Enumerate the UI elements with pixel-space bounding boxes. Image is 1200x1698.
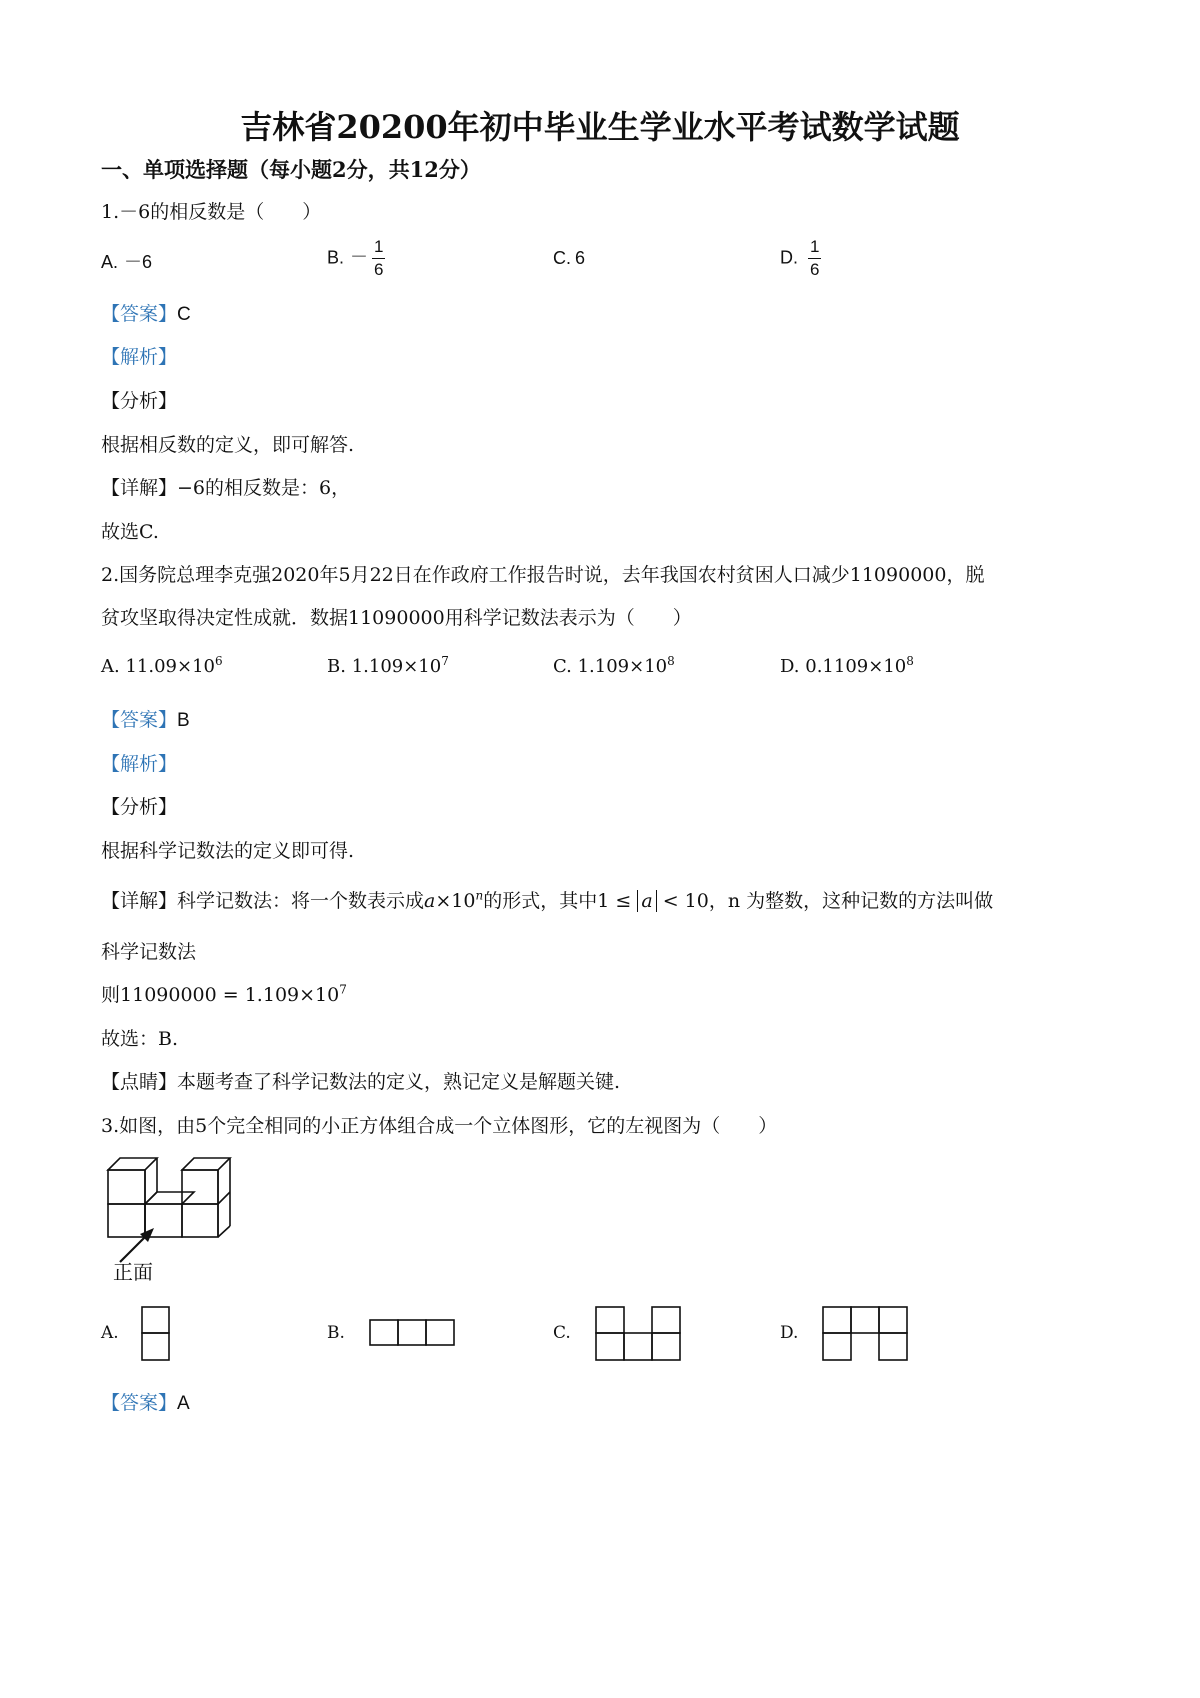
q3-option-c-figure (594, 1305, 684, 1363)
option-letter: D. (780, 656, 800, 677)
q3-answer (101, 1388, 190, 1415)
q1-option-d (780, 238, 821, 279)
answer-label: 【答案】 (101, 303, 178, 325)
option-value: 1.109×10 (351, 656, 442, 677)
option-letter: C. (553, 656, 572, 677)
comment-label: 【点睛】 (101, 1071, 178, 1093)
q1-option-b (327, 238, 385, 279)
detail-label: 【详解】 (101, 890, 178, 912)
q2-stem-line1: 2.国务院总理李克强2020年5月22日在作政府工作报告时说，去年我国农村贫困人口减少11090000，脱 (101, 564, 985, 586)
q1-fenxi-text: 根据相反数的定义，即可解答. (101, 434, 355, 456)
q3-option-c-letter: C. (553, 1323, 571, 1343)
answer-value: B (177, 710, 190, 731)
q2-option-b (327, 654, 449, 677)
option-letter: A. (101, 252, 119, 272)
denominator: 6 (810, 260, 820, 279)
q3-option-a-letter: A. (101, 1323, 119, 1343)
q1-analysis-label: 【解析】 (101, 346, 178, 368)
numerator: 1 (808, 238, 821, 259)
q2-conclusion: 故选：B. (101, 1028, 179, 1050)
q1-stem: 1.－6的相反数是（ ） (101, 201, 322, 223)
q1-answer (101, 299, 191, 326)
detail-label: 【详解】 (101, 477, 178, 499)
denominator: 6 (374, 260, 384, 279)
q2-then (101, 980, 347, 1007)
option-letter: D. (780, 247, 798, 268)
q2-stem-line2: 贫攻坚取得决定性成就．数据11090000用科学记数法表示为（ ） (101, 607, 692, 629)
q2-option-d (780, 654, 914, 677)
then-expr: 11090000 = 1.109×10 (120, 984, 340, 1006)
q1-fenxi-label: 【分析】 (101, 390, 178, 412)
exam-title: 吉林省20200年初中毕业生学业水平考试数学试题 (240, 108, 960, 146)
section-heading: 一、单项选择题（每小题2分，共12分） (101, 157, 481, 182)
fraction (808, 238, 821, 279)
q3-stem: 3.如图，由5个完全相同的小正方体组合成一个立体图形，它的左视图为（ ） (101, 1115, 778, 1137)
exponent: 8 (906, 654, 914, 668)
option-letter: B. (327, 247, 345, 268)
q3-option-d-figure (821, 1305, 911, 1363)
exponent: 8 (667, 654, 675, 668)
abs-a: a (637, 890, 656, 912)
q2-option-a (101, 654, 223, 677)
inequality-left: 1 ≤ (597, 890, 632, 912)
then-prefix: 则 (101, 984, 121, 1006)
option-value: 11.09×10 (125, 656, 215, 677)
answer-label: 【答案】 (101, 1392, 178, 1414)
front-label: 正面 (113, 1262, 153, 1284)
option-value: 6 (575, 248, 586, 268)
detail-text: ，n 为整数，这种记数的方法叫做 (708, 890, 994, 912)
q3-option-b-letter: B. (327, 1323, 345, 1343)
q1-detail (101, 473, 350, 500)
q2-comment (101, 1067, 620, 1094)
answer-label: 【答案】 (101, 709, 178, 731)
detail-text: 的形式，其中 (483, 890, 598, 912)
q2-fenxi-text: 根据科学记数法的定义即可得. (101, 840, 355, 862)
q1-option-a (101, 248, 152, 274)
comment-text: 本题考查了科学记数法的定义，熟记定义是解题关键. (177, 1071, 621, 1093)
var-a: a (424, 890, 436, 912)
q1-conclusion: 故选C. (101, 521, 159, 543)
answer-value: C (177, 304, 191, 325)
exponent: 6 (215, 654, 223, 668)
q2-answer (101, 705, 190, 732)
fraction (372, 238, 385, 279)
q2-detail (101, 886, 993, 913)
detail-text: 科学记数法：将一个数表示成 (177, 890, 425, 912)
times-ten: ×10 (435, 890, 476, 912)
option-sign: － (350, 247, 369, 268)
option-letter: A. (101, 656, 120, 677)
q2-option-c (553, 654, 675, 677)
option-letter: C. (553, 248, 571, 268)
q2-fenxi-label: 【分析】 (101, 796, 178, 818)
option-letter: B. (327, 656, 346, 677)
q2-analysis-label: 【解析】 (101, 753, 178, 775)
exponent: 7 (339, 982, 347, 997)
numerator: 1 (372, 238, 385, 259)
exponent: 7 (441, 654, 449, 668)
q3-option-b-figure (368, 1318, 458, 1348)
q3-option-a-figure (140, 1305, 172, 1363)
var-n: n (475, 888, 484, 903)
option-value: 1.109×10 (577, 656, 668, 677)
detail-text: −6的相反数是：6， (177, 477, 351, 499)
inequality-right: < 10 (662, 890, 709, 912)
option-value: 0.1109×10 (805, 656, 907, 677)
q1-option-c (553, 248, 585, 269)
answer-value: A (177, 1393, 190, 1414)
q2-detail-line2: 科学记数法 (101, 941, 197, 963)
q3-option-d-letter: D. (780, 1323, 799, 1343)
option-value: －6 (124, 252, 153, 272)
